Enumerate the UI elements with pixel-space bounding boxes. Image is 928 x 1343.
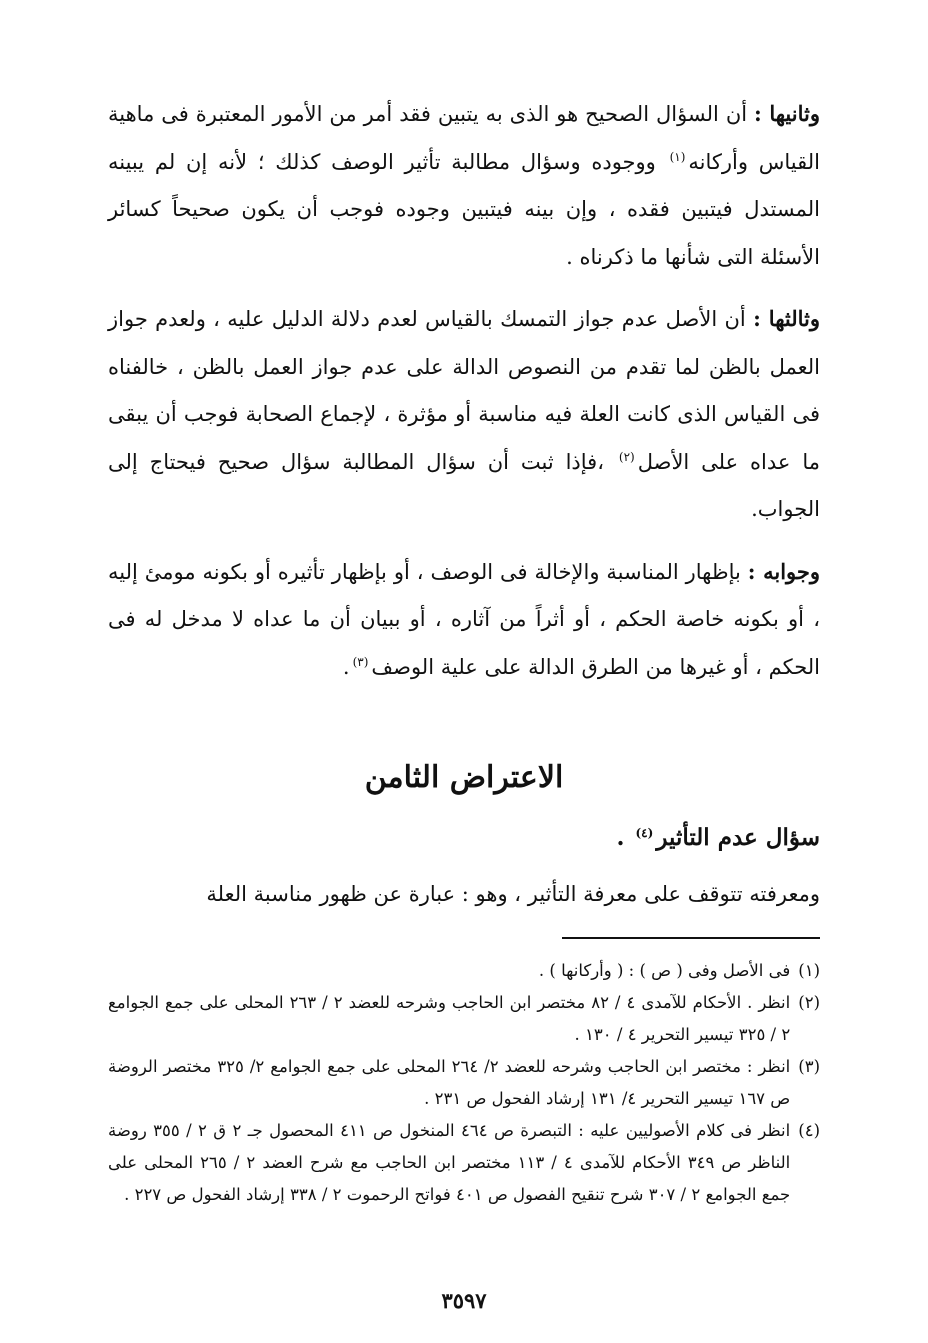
footnote-ref: (٤): [635, 826, 654, 840]
footnote-ref: (٢): [618, 449, 635, 464]
footnote-number: (١): [798, 960, 820, 980]
paragraph-definition: ومعرفته تتوقف على معرفة التأثير ، وهو : عبارة عن ظهور مناسبة العلة: [206, 882, 820, 906]
paragraph-lead: وجوابه :: [747, 558, 820, 584]
section-subheading: [108, 817, 820, 859]
footnote-text: انظر : مختصر ابن الحاجب وشرحه للعضد ٢/ ٢٦٤ المحلى على جمع الجوامع ٢/ ٣٢٥ مختصر الروضة ص ١٦٧ تيسير التحرير ٤/ ١٣١ إرشاد الفحول ص ٢٣١ .: [108, 1056, 791, 1108]
footnote-item: [108, 955, 820, 987]
footnote-text: انظر فى كلام الأصوليين عليه : التبصرة ص ٤٦٤ المنخول ص ٤١١ المحصول جـ ٢ ق ٢ / ٣٥٥ روضة الناظر ص ٣٤٩ الأحكام للآمدى ٤ / ١١٣ مختصر ابن الحاجب مع شرح العضد ٢ / ٢٦٥ المحلى على جمع الجوامع ٢ / ٣٠٧ شرح تنقيح الفصول ص ٤٠١ فواتح الرحموت ٢ / ٣٣٨ إرشاد الفحول ص ٢٢٧ .: [108, 1120, 791, 1204]
subheading-tail: .: [616, 824, 633, 851]
footnote-number: (٣): [798, 1056, 820, 1076]
paragraph-text: ووجوده وسؤال مطالبة تأثير الوصف كذلك ؛ لأنه إن لم يبينه المستدل فيتبين فقده ، وإن بينه فيتبين وجوده فوجب أن يكون صحيحاً كسائر الأسئلة التى شأنها ما ذكرناه .: [108, 149, 820, 269]
footnote-item: [108, 1115, 820, 1211]
footnote-number: (٢): [798, 992, 820, 1012]
footnote-ref: (١): [669, 149, 686, 164]
footnote-ref: (٣): [352, 654, 369, 669]
footnote-item: [108, 987, 820, 1051]
paragraph-answer: [108, 548, 820, 692]
paragraph-lead: وثانيها :: [754, 101, 820, 126]
paragraph-text: أن الأصل عدم جواز التمسك بالقياس لعدم دلالة الدليل عليه ، ولعدم جواز العمل بالظن لما تقدم من النصوص الدالة على عدم جواز العمل بالظن ، خالفناه فى القياس الذى كانت العلة فيه مناسبة أو مؤثرة ، لإجماع الصحابة فوجب أن يبقى ما عداه على الأصل: [108, 307, 820, 474]
footnote-text: فى الأصل وفى ( ص ) : ( وأركانها ) .: [538, 960, 791, 980]
paragraph-secondly: [108, 90, 820, 281]
paragraph-text: بإظهار المناسبة والإخالة فى الوصف ، أو بإظهار تأثيره أو بكونه مومئ إليه ، أو بكونه خاصة الحكم ، أو أثراً من آثاره ، أو ببيان أن ما عداه لا مدخل له فى الحكم ، أو غيرها من الطرق الدالة على علية الوصف: [108, 559, 820, 679]
footnote-number: (٤): [798, 1120, 820, 1140]
section-heading: الاعتراض الثامن: [364, 760, 564, 795]
paragraph-text: ،فإذا ثبت أن سؤال المطالبة سؤال صحيح فيحتاج إلى الجواب.: [108, 449, 820, 521]
page-number: ٣٥٩٧: [441, 1288, 487, 1313]
footnote-item: [108, 1051, 820, 1115]
footnote-text: انظر . الأحكام للآمدى ٤ / ٨٢ مختصر ابن الحاجب وشرحه للعضد ٢ / ٢٦٣ المحلى على جمع الجوامع ٢ / ٣٢٥ تيسير التحرير ٤ / ١٣٠ .: [108, 992, 791, 1044]
paragraph-text: .: [342, 654, 350, 679]
footnotes: [108, 955, 820, 1211]
subheading-text: سؤال عدم التأثير: [656, 824, 820, 851]
paragraph-thirdly: [108, 295, 820, 534]
footnote-separator: [562, 937, 820, 939]
paragraph-text: أن السؤال الصحيح هو الذى به يتبين فقد أمر من الأمور المعتبرة فى ماهية القياس وأركانه: [108, 102, 820, 174]
paragraph-lead: وثالثها :: [753, 306, 820, 331]
